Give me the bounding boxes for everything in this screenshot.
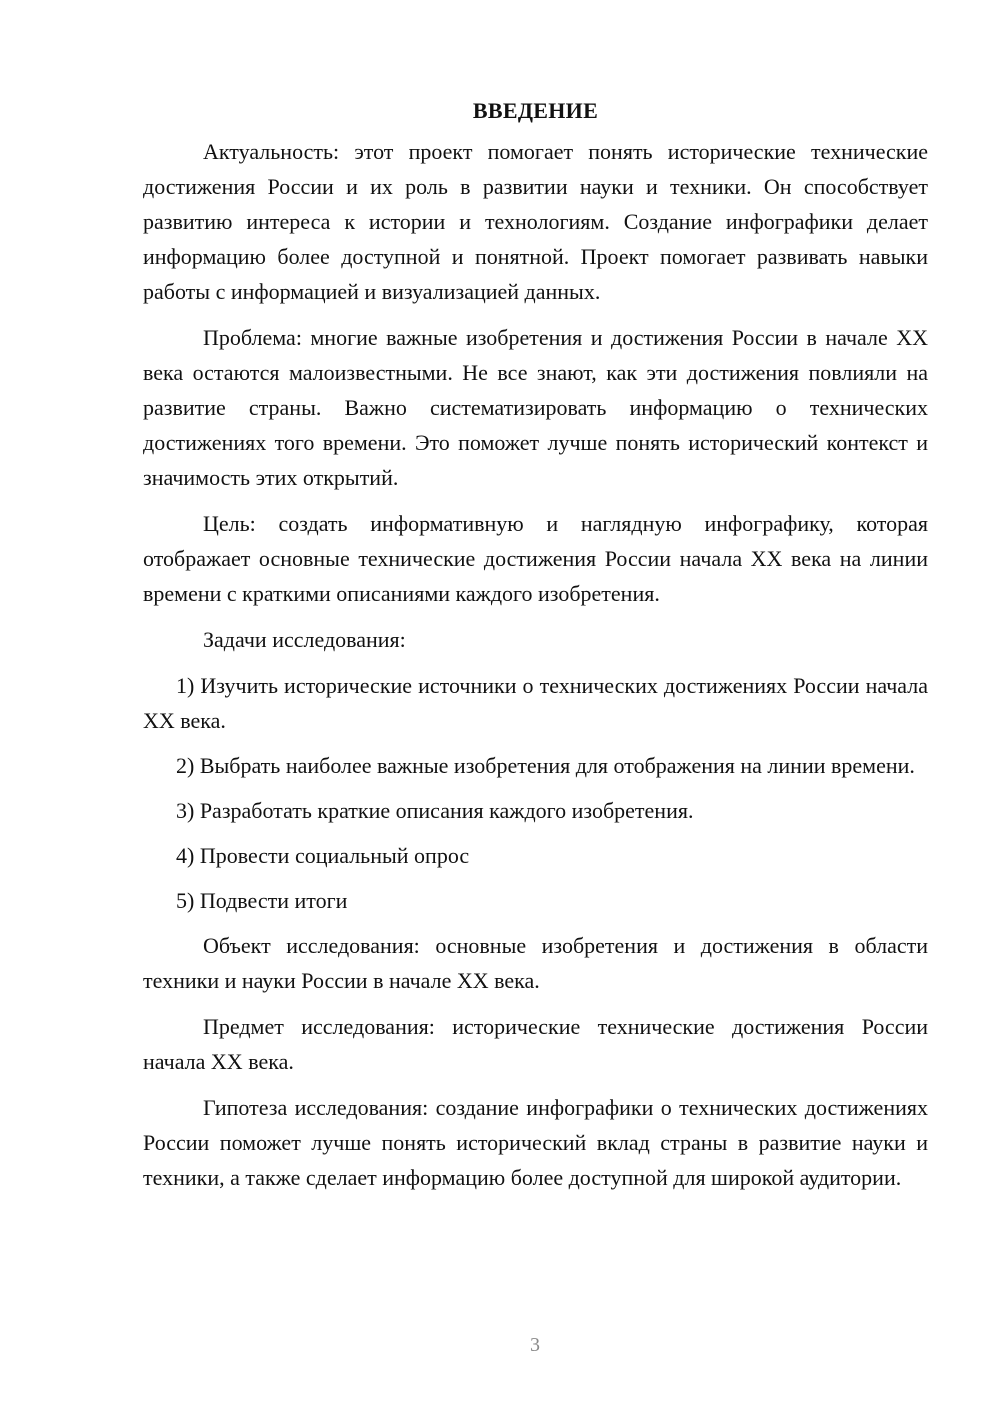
list-item: 4) Провести социальный опрос bbox=[176, 843, 470, 868]
paragraph-subject: Предмет исследования: исторические технические достижения России начала XX века. bbox=[143, 1014, 928, 1074]
page-number: 3 bbox=[530, 1334, 540, 1356]
paragraph-hypothesis: Гипотеза исследования: создание инфографики о технических достижениях России поможет лучше понять исторический вклад страны в развитие науки и техники, а также сделает информацию более доступной для широкой аудитории. bbox=[143, 1095, 928, 1190]
paragraph-object: Объект исследования: основные изобретения и достижения в области техники и науки России в начале XX века. bbox=[143, 933, 928, 993]
paragraph-problem: Проблема: многие важные изобретения и достижения России в начале XX века остаются малоизвестными. Не все знают, как эти достижения повлияли на развитие страны. Важно систематизировать информацию о технических достижениях того времени. Это поможет лучше понять исторический контекст и значимость этих открытий. bbox=[143, 325, 928, 490]
list-item: 3) Разработать краткие описания каждого изобретения. bbox=[176, 798, 694, 823]
paragraph-goal: Цель: создать информативную и наглядную инфографику, которая отображает основные технические достижения России начала XX века на линии времени с краткими описаниями каждого изобретения. bbox=[143, 511, 928, 606]
tasks-list bbox=[143, 668, 928, 918]
list-item: 1) Изучить исторические источники о технических достижениях России начала XX века. bbox=[143, 673, 928, 733]
paragraph-tasks-heading: Задачи исследования: bbox=[203, 627, 406, 652]
list-item: 5) Подвести итоги bbox=[176, 888, 348, 913]
section-title: ВВЕДЕНИЕ bbox=[472, 98, 599, 123]
paragraph-relevance: Актуальность: этот проект помогает понять исторические технические достижения России и их роль в развитии науки и техники. Он способствует развитию интереса к истории и технологиям. Создание инфографики делает информацию более доступной и понятной. Проект помогает развивать навыки работы с информацией и визуализацией данных. bbox=[143, 139, 928, 304]
list-item: 2) Выбрать наиболее важные изобретения для отображения на линии времени. bbox=[176, 753, 915, 778]
document-body bbox=[143, 94, 928, 1206]
